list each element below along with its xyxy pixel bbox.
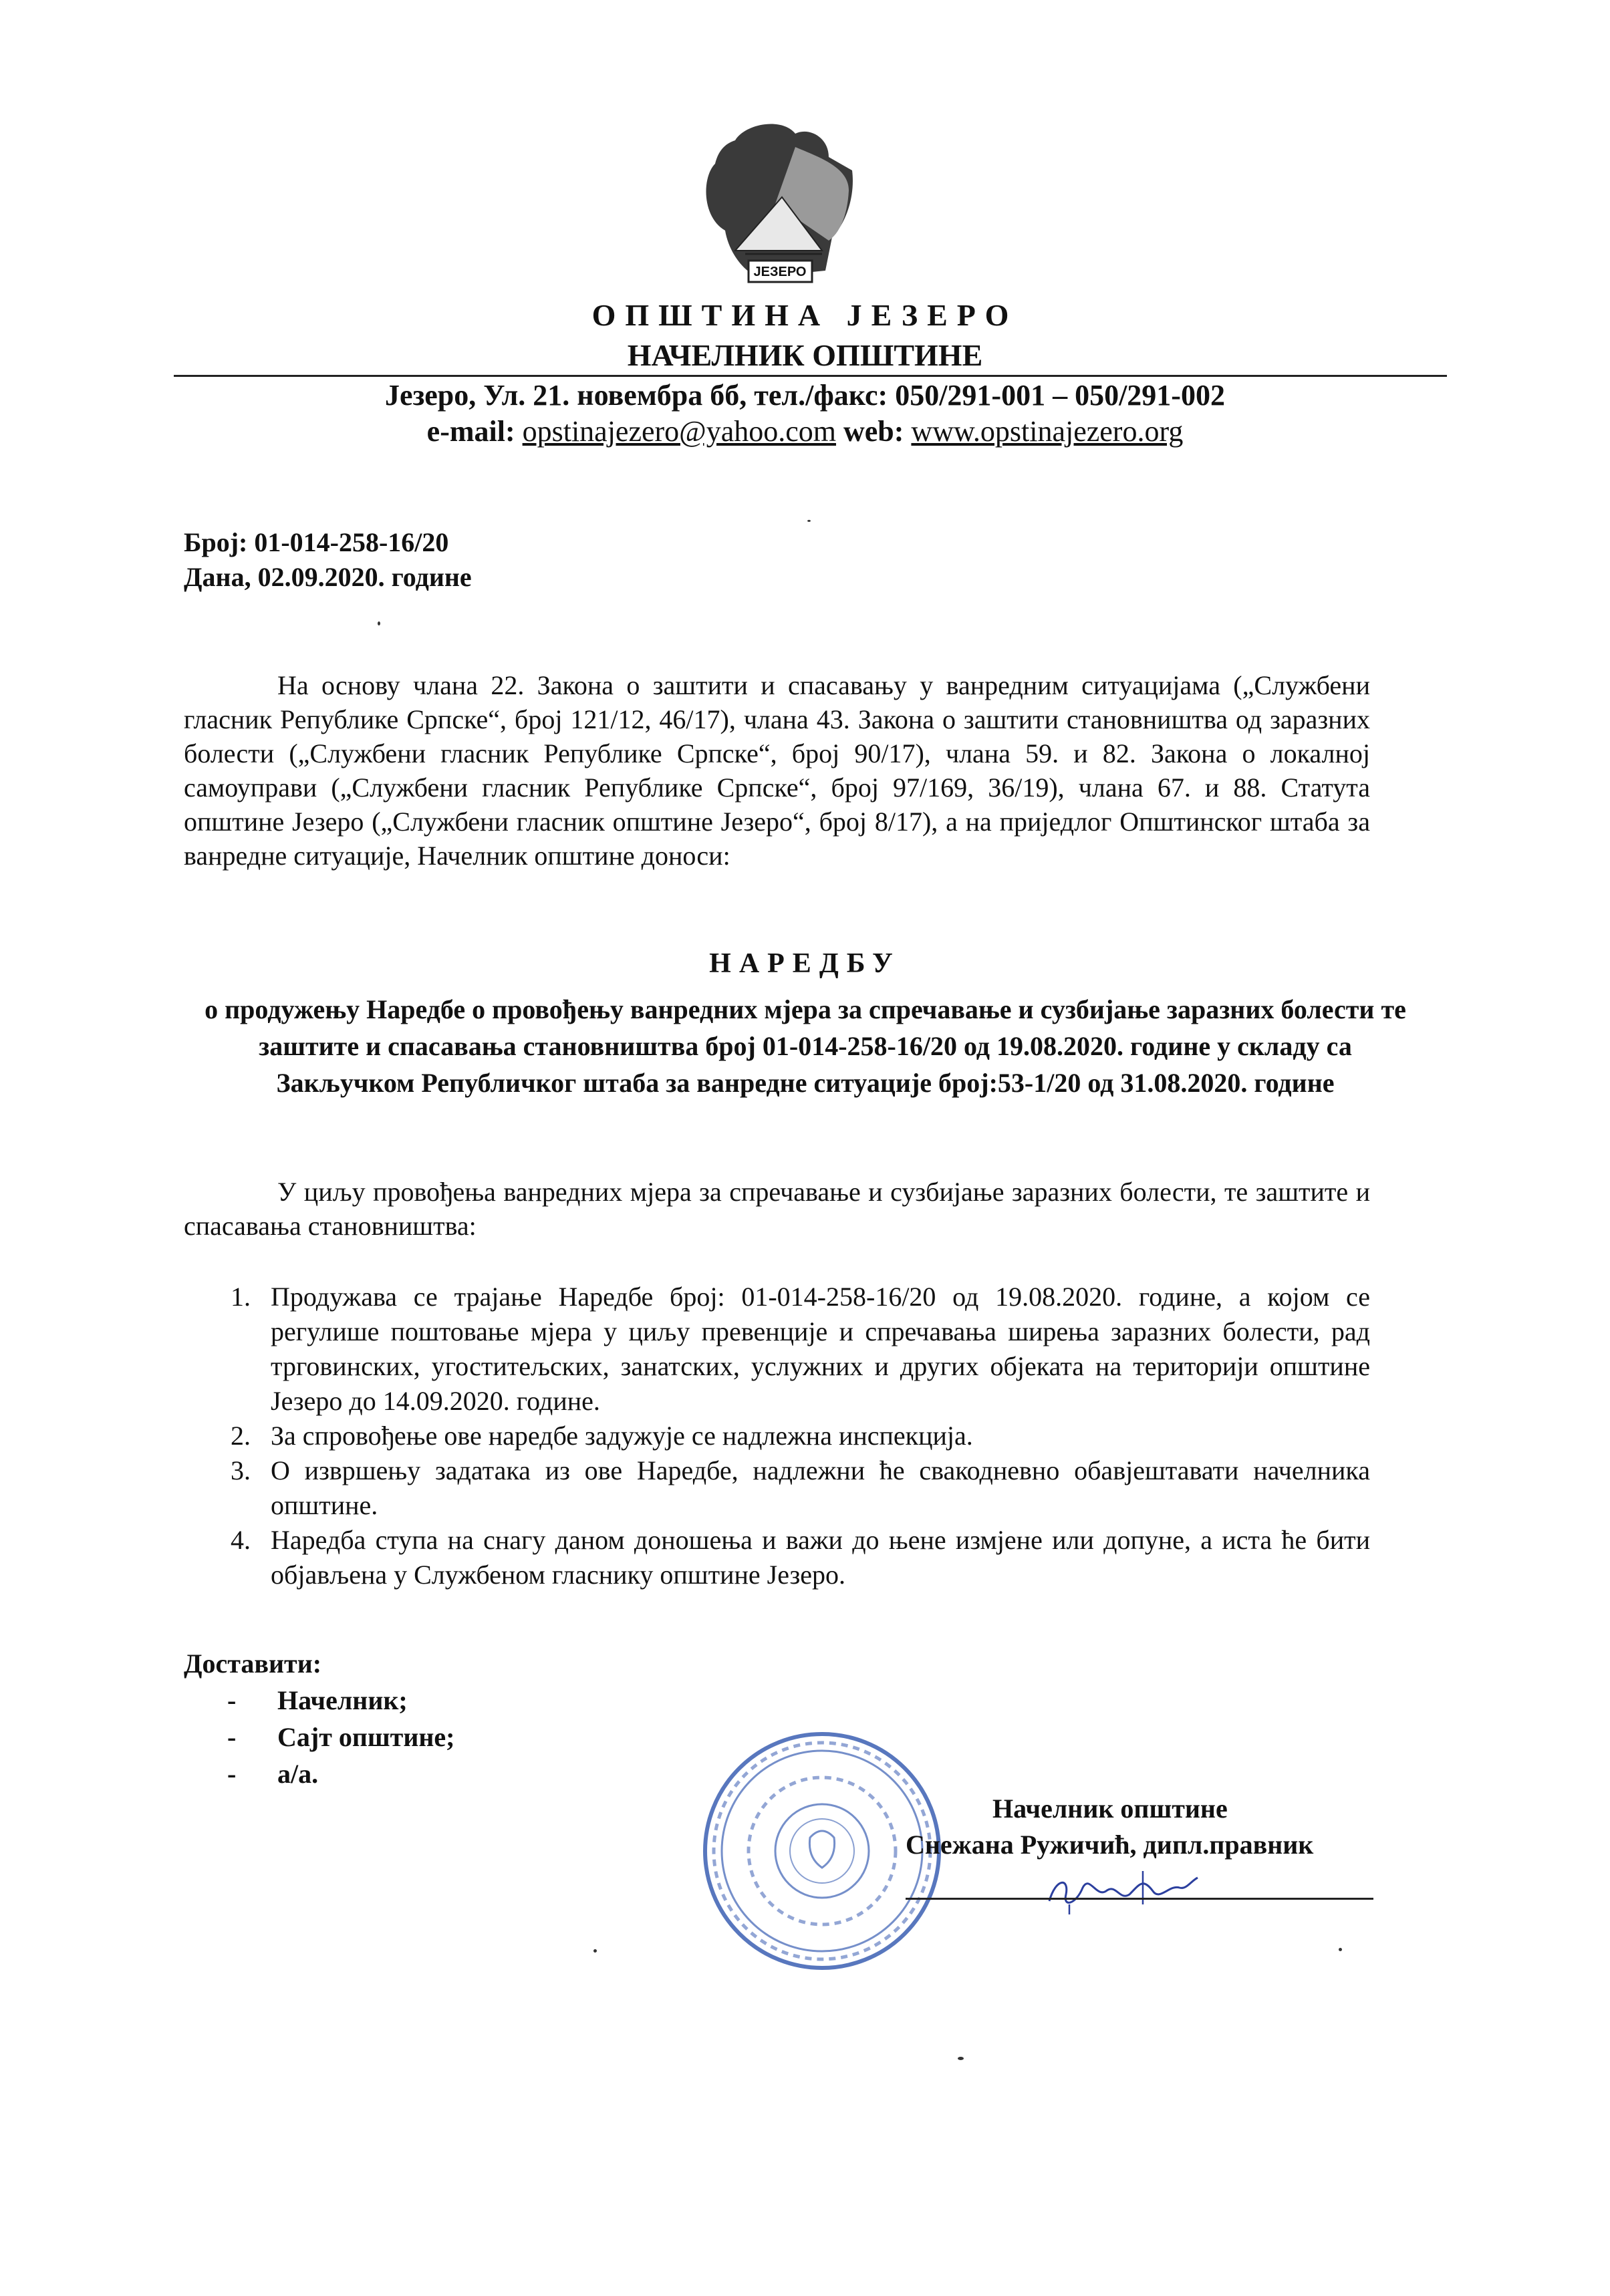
org-subtitle: НАЧЕЛНИК ОПШТИНЕ [627, 338, 983, 372]
item-text: Наредба ступа на снагу даном доношења и важи до њене измјене или допуне, а иста ће бити објављена у Службеном гласнику општине Језеро. [271, 1525, 1370, 1590]
reference-date: Дана, 02.09.2020. године [184, 562, 472, 592]
list-item [231, 1419, 1370, 1453]
delivery-recipient [227, 1721, 455, 1753]
recipient-name: Сајт општине; [277, 1722, 455, 1752]
web-link[interactable]: www.opstinajezero.org [911, 415, 1184, 448]
item-text: О извршењу задатака из ове Наредбе, надлежни ће свакодневно обавјештавати начелника општине. [271, 1455, 1370, 1520]
header-divider [174, 375, 1447, 377]
item-number: 4. [231, 1525, 251, 1555]
municipality-logo [695, 117, 855, 297]
reference-number: Број: 01-014-258-16/20 [184, 527, 449, 557]
dash-marker: - [227, 1759, 237, 1789]
scan-speck [378, 621, 380, 625]
handwritten-signature [1043, 1864, 1203, 1918]
recipient-name: а/а. [277, 1759, 319, 1789]
dash-marker: - [227, 1722, 237, 1752]
delivery-recipient [227, 1685, 408, 1716]
scan-speck [958, 2057, 964, 2060]
delivery-label: Доставити: [184, 1648, 322, 1679]
scan-speck [807, 520, 811, 522]
recipient-name: Начелник; [277, 1685, 408, 1715]
list-item [231, 1280, 1370, 1419]
intro-paragraph: У циљу провођења ванредних мјера за спречавање и сузбијање заразних болести, те заштите и спасавања становништва: [184, 1177, 1370, 1241]
item-text: Продужава се трајање Наредбе број: 01-014-258-16/20 од 19.08.2020. године, а којом се регулише поштовање мјера у циљу превенције и спречавања ширења заразних болести, рад трговинских, угоститељских, занатских, услужних и других објеката на територији општине Језеро до 14.09.2020. године. [271, 1282, 1370, 1416]
document-subtitle: о продужењу Наредбе о провођењу ванредних мјера за спречавање и сузбијање заразних болести те заштите и спасавања становништва број 01-014-258-16/20 од 19.08.2020. године у складу са Закључком Републичког штаба за ванредне ситуације број:53-1/20 од 31.08.2020. године [205, 994, 1406, 1098]
scan-speck [593, 1949, 597, 1953]
item-number: 3. [231, 1455, 251, 1485]
logo-text: ЈЕЗЕРО [753, 265, 807, 279]
org-name: ОПШТИНА ЈЕЗЕРО [591, 298, 1019, 332]
item-number: 2. [231, 1421, 251, 1451]
preamble-paragraph: На основу члана 22. Закона о заштити и спасавању у ванредним ситуацијама („Службени гласник Републике Српске“, број 121/12, 46/17), члана 43. Закона о заштити становништва од заразних болести („Службени гласник Републике Српске“, број 90/17), члана 59. и 82. Закона о локалној самоуправи („Службени гласник Републике Српске“, број 97/169, 36/19), члана 67. и 88. Статута општине Језеро („Службени гласник општине Језеро“, број 8/17), а на приједлог Општинског штаба за ванредне ситуације, Начелник општине доноси: [184, 670, 1370, 871]
signatory-title: Начелник општине [992, 1793, 1228, 1824]
signatory-name: Снежана Ружичић, дипл.правник [906, 1830, 1314, 1860]
delivery-recipient [227, 1758, 318, 1789]
document-title: НАРЕДБУ [709, 948, 901, 979]
email-label: e-mail: [426, 415, 515, 448]
web-label: web: [843, 415, 904, 448]
measures-list [231, 1280, 1370, 1592]
list-item [231, 1453, 1370, 1523]
item-number: 1. [231, 1282, 251, 1312]
contact-line [0, 414, 1610, 448]
scan-speck [1339, 1948, 1342, 1951]
address-line: Језеро, Ул. 21. новембра бб, тел./факс: 050/291-001 – 050/291-002 [385, 379, 1225, 412]
list-item [231, 1523, 1370, 1592]
dash-marker: - [227, 1685, 237, 1715]
email-link[interactable]: opstinajezero@yahoo.com [522, 415, 836, 448]
item-text: За спровођење ове наредбе задужује се надлежна инспекција. [271, 1421, 973, 1451]
signature-line [906, 1898, 1373, 1900]
